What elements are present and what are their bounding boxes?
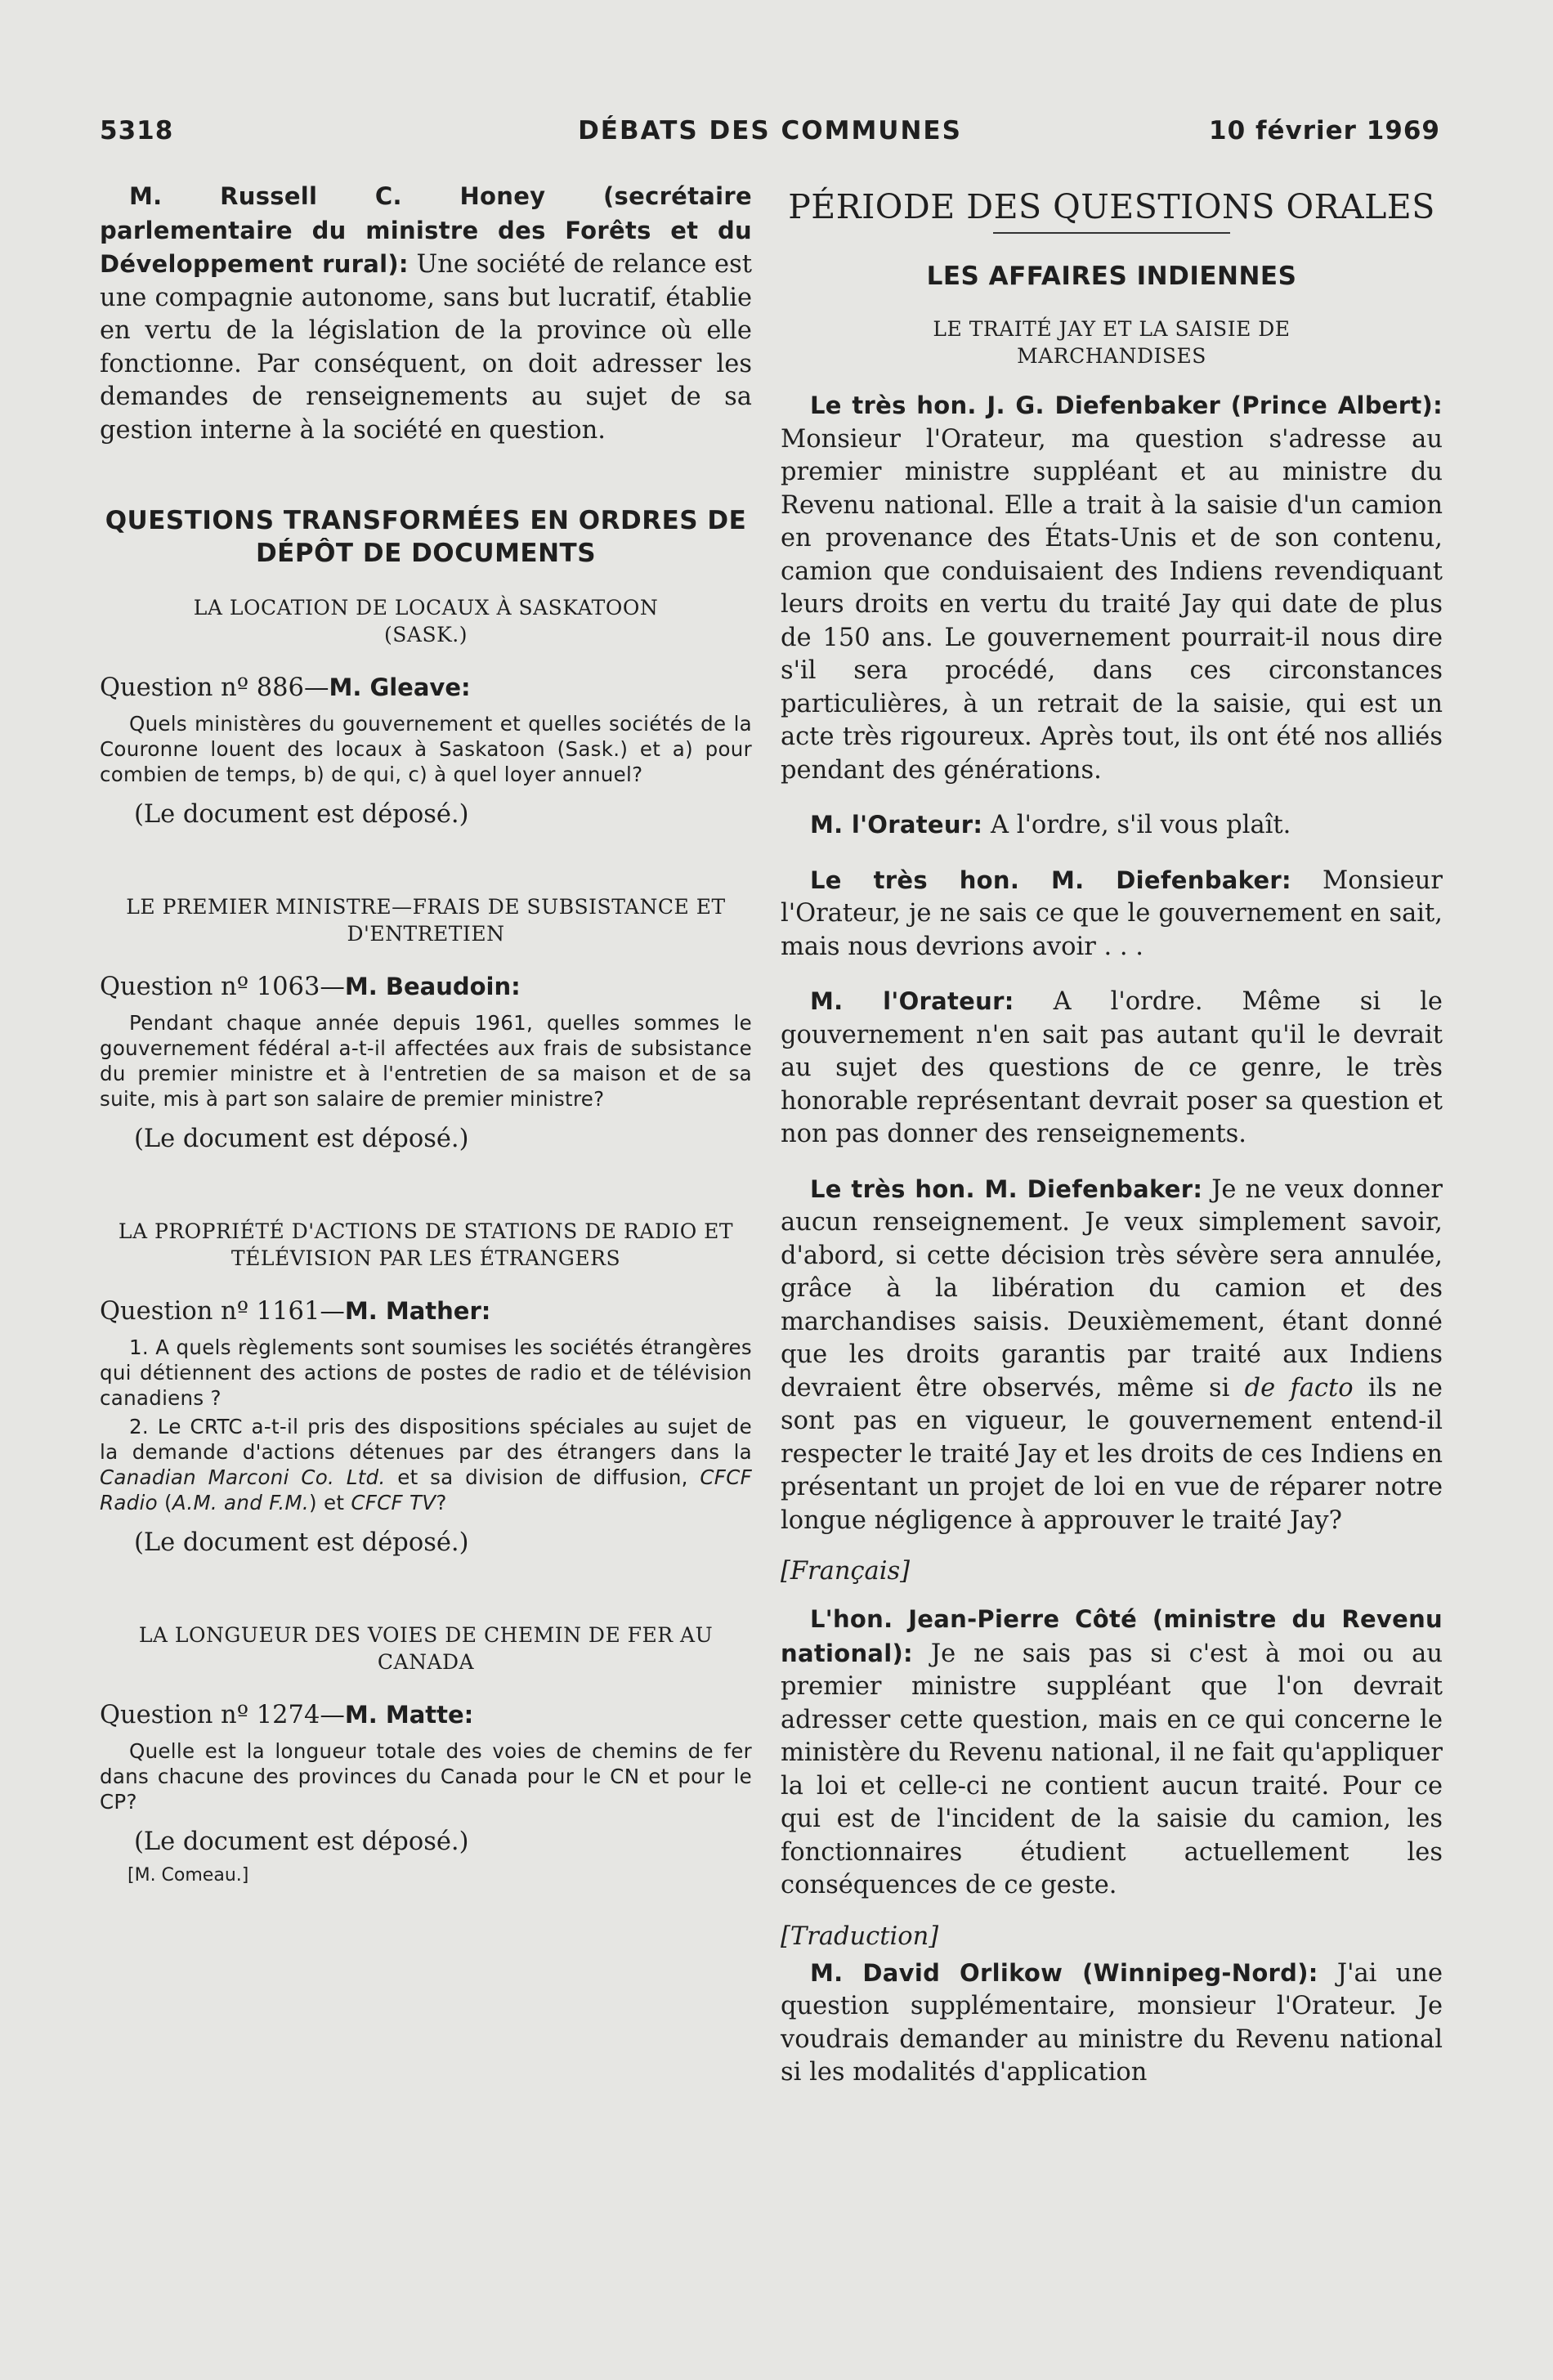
- language-marker: [Français]: [781, 1557, 911, 1586]
- cote-reply: L'hon. Jean-Pierre Côté (ministre du Revenu national): Je ne sais pas si c'est à moi ou au premier ministre suppléant que l'on devrait adresser cette question, mais en ce qui concerne le ministère du Revenu national, il ne fait qu'appliquer la loi et celle-ci ne contient aucun traité. Pour ce qui est de l'incident de la saisie du camion, les fonctionnaires étudient actuellement les conséquences de ce geste.: [781, 1605, 1443, 1899]
- diefenbaker-question: Le très hon. J. G. Diefenbaker (Prince Albert): Monsieur l'Orateur, ma question s'adresse au premier ministre suppléant et au ministre du Revenu national. Elle a trait à la saisie d'un camion en provenance des États-Unis et de son contenu, camion que conduisaient des Indiens revendiquant leurs droits en vertu du traité Jay qui date de plus de 150 ans. Le gouvernement pourrait-il nous dire s'il sera procédé, dans ces circonstances particulières, à un retrait de la saisie, qui est un acte très rigoureux. Après tout, ils ont été nos alliés pendant des générations.: [781, 391, 1443, 785]
- language-marker: [Traduction]: [781, 1921, 939, 1951]
- topic-heading: LES AFFAIRES INDIENNES: [926, 262, 1297, 291]
- question-label: Question nº 1274—: [100, 1701, 345, 1729]
- question-text: 1. A quels règlements sont soumises les sociétés étrangères qui détiennent des actions de postes de radio et de télévision canadiens ?: [100, 1335, 752, 1410]
- question-heading: LA LONGUEUR DES VOIES DE CHEMIN DE FER AU CANADA: [138, 1623, 714, 1674]
- question-label: Question nº 1063—: [100, 973, 345, 1001]
- diefenbaker-reply: Le très hon. M. Diefenbaker: Monsieur l'Orateur, je ne sais ce que le gouvernement en sait, mais nous devrions avoir . . .: [781, 866, 1443, 961]
- right-column: [781, 180, 1443, 2090]
- diefenbaker-followup: Le très hon. M. Diefenbaker: Je ne veux donner aucun renseignement. Je veux simplement savoir, d'abord, si cette décision très sévère sera annulée, grâce à la libération du camion et des marchandises saisis. Deuxièmement, étant donné que les droits garantis par traité aux Indiens devraient être observés, même si de facto ils ne sont pas en vigueur, le gouvernement entend-il respecter le traité Jay et les droits de ces Indiens en présentant un projet de loi en vue de réparer notre longue négligence à approuver le traité Jay?: [781, 1174, 1443, 1535]
- question-line: [100, 970, 752, 1004]
- question-text: Quelle est la longueur totale des voies de chemins de fer dans chacune des provinces du Canada pour le CN et pour le CP?: [100, 1739, 752, 1814]
- document-status: (Le document est déposé.): [134, 800, 469, 829]
- speech-text: Une société de relance est une compagnie autonome, sans but lucratif, établie en vertu de la législation de la province où elle fonctionne. Par conséquent, on doit adresser les demandes de renseignements au sujet de sa gestion interne à la société en question.: [100, 250, 752, 445]
- subtopic-heading: LE TRAITÉ JAY ET LA SAISIE DE MARCHANDISES: [933, 317, 1291, 368]
- question-asker: M. Mather:: [344, 1297, 491, 1325]
- orlikow-question: M. David Orlikow (Winnipeg-Nord): J'ai une question supplémentaire, monsieur l'Orateur. Je voudrais demander au ministre du Revenu national si les modalités d'application: [781, 1958, 1443, 2087]
- issue-date: 10 février 1969: [1209, 116, 1440, 145]
- question-line: [100, 1295, 752, 1328]
- speaker-order: M. l'Orateur: A l'ordre, s'il vous plaît.: [810, 811, 1291, 839]
- question-heading: LA LOCATION DE LOCAUX À SASKATOON (SASK.): [193, 596, 659, 646]
- question-text: Quels ministères du gouvernement et quelles sociétés de la Couronne louent des locaux à Saskatoon (Sask.) et a) pour combien de temps, b) de qui, c) à quel loyer annuel?: [100, 712, 752, 786]
- question-label: Question nº 1161—: [100, 1297, 345, 1326]
- question-asker: M. Gleave:: [329, 673, 471, 701]
- question-asker: M. Beaudoin:: [344, 973, 521, 1000]
- speaker-ruling: M. l'Orateur: A l'ordre. Même si le gouvernement n'en sait pas autant qu'il le devrait au sujet des questions de ce genre, le très honorable représentant devrait poser sa question et non pas donner des renseignements.: [781, 987, 1443, 1148]
- document-status: (Le document est déposé.): [134, 1828, 469, 1856]
- title-rule: [993, 232, 1230, 234]
- question-line: [100, 1698, 752, 1732]
- question-text: Pendant chaque année depuis 1961, quelles sommes le gouvernement fédéral a-t-il affectées aux frais de subsistance du premier ministre et à l'entretien de sa maison et de sa suite, mis à part son salaire de premier ministre?: [100, 1011, 752, 1111]
- question-line: [100, 671, 752, 705]
- left-column: [100, 180, 752, 1886]
- question-label: Question nº 886—: [100, 673, 329, 702]
- honey-reply: [100, 180, 752, 447]
- section-heading: QUESTIONS TRANSFORMÉES EN ORDRES DE DÉPÔT DE DOCUMENTS: [105, 506, 747, 568]
- speaker-signoff: [M. Comeau.]: [128, 1865, 249, 1886]
- speaker-name: M. Russell C. Honey (secrétaire parlementaire du ministre des Forêts et du Développement rural):: [100, 182, 752, 278]
- question-heading: LA PROPRIÉTÉ D'ACTIONS DE STATIONS DE RADIO ET TÉLÉVISION PAR LES ÉTRANGERS: [118, 1219, 734, 1270]
- document-status: (Le document est déposé.): [134, 1125, 469, 1153]
- question-text: 2. Le CRTC a-t-il pris des dispositions spéciales au sujet de la demande d'actions détenues par des étrangers dans la Canadian Marconi Co. Ltd. et sa division de diffusion, CFCF Radio (A.M. and F.M.) et CFCF TV?: [100, 1415, 752, 1514]
- running-header: [100, 116, 1440, 157]
- question-asker: M. Matte:: [344, 1701, 474, 1729]
- page-number: 5318: [100, 116, 174, 145]
- question-heading: LE PREMIER MINISTRE—FRAIS DE SUBSISTANCE ET D'ENTRETIEN: [126, 895, 726, 946]
- document-status: (Le document est déposé.): [134, 1528, 469, 1557]
- section-title: PÉRIODE DES QUESTIONS ORALES: [788, 187, 1435, 226]
- journal-title: DÉBATS DES COMMUNES: [578, 116, 962, 145]
